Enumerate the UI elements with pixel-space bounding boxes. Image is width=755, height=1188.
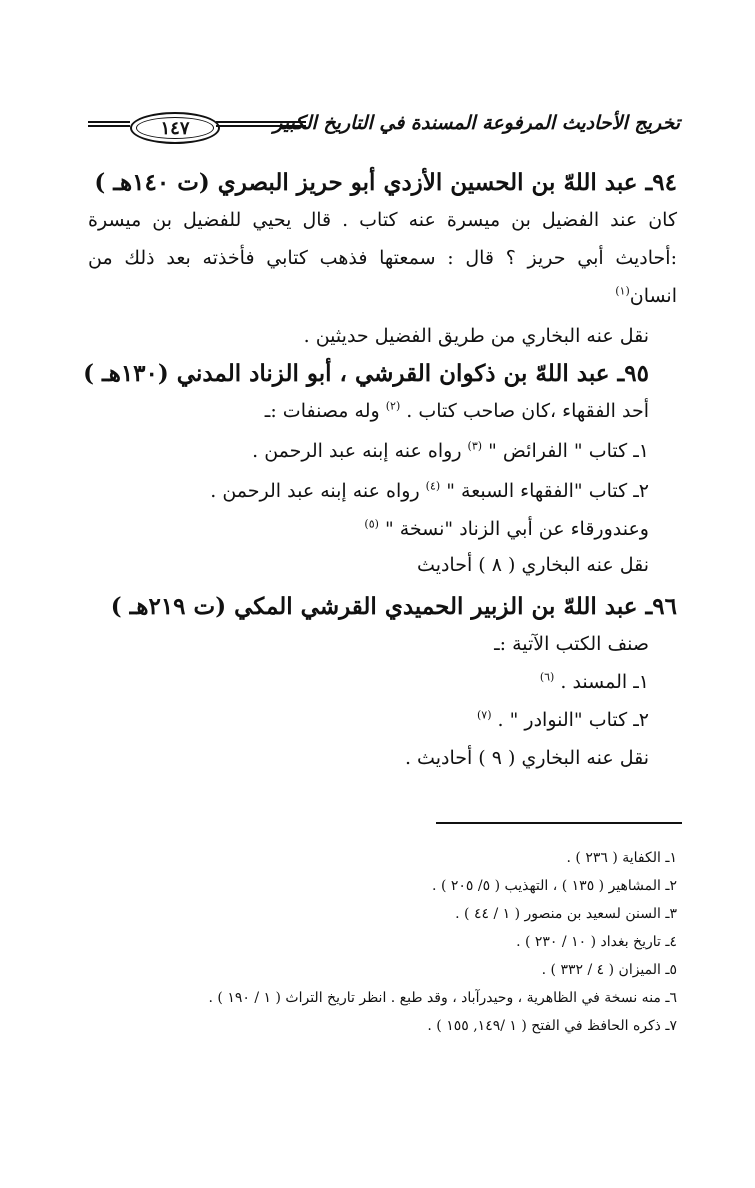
entry-96-line-3-text: ٢ـ كتاب "النوادر " . — [497, 709, 649, 731]
footnote-ref-5: (٥) — [364, 517, 379, 531]
entry-94-heading: ٩٤ـ عبد اللهّ بن الحسين الأزدي أبو حريز البصري (ت ١٤٠هـ ) — [94, 169, 677, 196]
entry-94-line-3 — [615, 282, 677, 310]
footnote-separator — [436, 822, 682, 824]
header-rule-left — [88, 121, 130, 127]
footnote-1: ١ـ الكفاية ( ٢٣٦ ) . — [566, 850, 677, 866]
header-title: تخريج الأحاديث المرفوعة المسندة في التاريخ الكبير — [273, 112, 680, 134]
entry-95-line-2-text: ١ـ كتاب " الفرائض " — [488, 440, 649, 462]
entry-96-line-3 — [477, 706, 649, 734]
footnote-6: ٦ـ منه نسخة في الظاهرية ، وحيدرآباد ، وقد طبع . انظر تاريخ التراث ( ١ / ١٩٠ ) . — [208, 990, 677, 1006]
entry-95-line-1 — [265, 397, 649, 425]
entry-95-line-3b-text: رواه عنه إبنه عبد الرحمن . — [210, 480, 420, 502]
entry-96-line-4: نقل عنه البخاري ( ٩ ) أحاديث . — [404, 747, 649, 769]
footnote-ref-1: (١) — [615, 284, 630, 298]
entry-94-line-1: كان عند الفضيل بن ميسرة عنه كتاب . قال يحيي للفضيل بن ميسرة — [88, 209, 677, 231]
footnote-2: ٢ـ المشاهير ( ١٣٥ ) ، التهذيب ( ٥/ ٢٠٥ ) . — [432, 878, 677, 894]
entry-95-line-2b-text: رواه عنه إبنه عبد الرحمن . — [252, 440, 462, 462]
entry-95-line-1b-text: وله مصنفات :ـ — [264, 400, 380, 422]
entry-95-line-1-text: أحد الفقهاء ،كان صاحب كتاب . — [406, 400, 649, 422]
entry-95-line-5: نقل عنه البخاري ( ٨ ) أحاديث — [417, 554, 649, 576]
entry-96-heading: ٩٦ـ عبد اللهّ بن الزبير الحميدي القرشي المكي (ت ٢١٩هـ ) — [110, 593, 677, 620]
page-number — [130, 112, 220, 144]
page-number-text: ١٤٧ — [160, 117, 190, 139]
entry-94-line-2: :أحاديث أبي حريز ؟ قال : سمعتها فذهب كتابي فأخذته بعد ذلك من — [88, 247, 677, 269]
footnote-ref-3: (٣) — [467, 439, 483, 453]
entry-94-line-3-text: انسان — [629, 285, 677, 307]
footnote-5: ٥ـ الميزان ( ٤ / ٣٣٢ ) . — [541, 962, 677, 978]
entry-96-line-1: صنف الكتب الآتية :ـ — [494, 633, 649, 655]
entry-96-line-2-text: ١ـ المسند . — [560, 671, 649, 693]
footnote-ref-4: (٤) — [425, 479, 441, 493]
entry-95-line-4 — [364, 515, 649, 543]
entry-95-heading: ٩٥ـ عبد اللهّ بن ذكوان القرشي ، أبو الزناد المدني (١٣٠هـ ) — [83, 360, 649, 387]
entry-95-line-4-text: وعندورقاء عن أبي الزناد "نسخة " — [384, 518, 649, 540]
running-header — [88, 108, 680, 148]
entry-95-line-2 — [252, 437, 649, 465]
entry-95-line-3 — [210, 477, 649, 505]
footnote-7: ٧ـ ذكره الحافظ في الفتح ( ١ /١٤٩, ١٥٥ ) . — [427, 1018, 677, 1034]
entry-94-line-4: نقل عنه البخاري من طريق الفضيل حديثين . — [303, 325, 649, 347]
entry-96-line-2 — [540, 668, 649, 696]
footnote-ref-7: (٧) — [476, 708, 492, 722]
footnote-3: ٣ـ السنن لسعيد بن منصور ( ١ / ٤٤ ) . — [455, 906, 677, 922]
footnote-ref-6: (٦) — [539, 670, 555, 684]
footnote-4: ٤ـ تاريخ بغداد ( ١٠ / ٢٣٠ ) . — [516, 934, 677, 950]
footnote-ref-2: (٢) — [385, 399, 401, 413]
entry-95-line-3-text: ٢ـ كتاب "الفقهاء السبعة " — [446, 480, 649, 502]
